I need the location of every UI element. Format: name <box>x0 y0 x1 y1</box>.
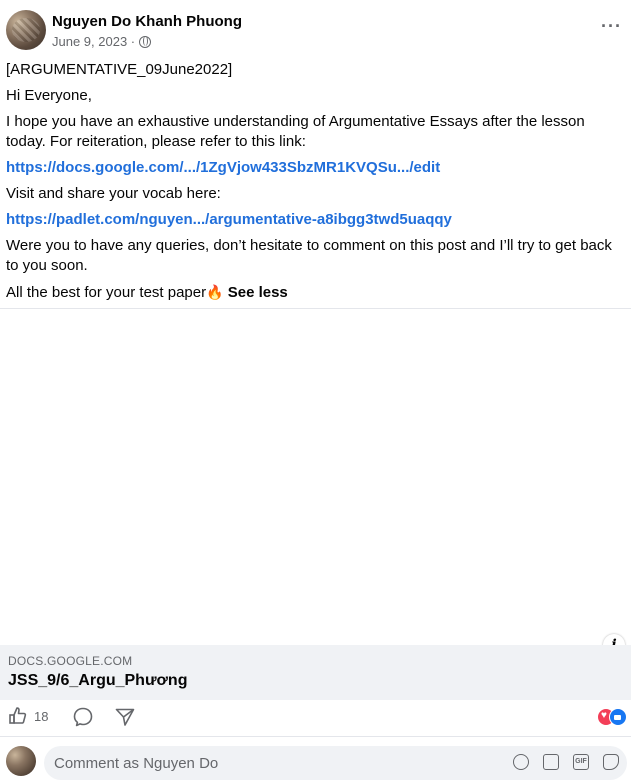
like-reaction-icon <box>609 708 627 726</box>
gif-icon[interactable]: GIF <box>573 754 589 770</box>
preview-domain: DOCS.GOOGLE.COM <box>8 654 133 668</box>
comment-tools <box>513 754 619 770</box>
preview-title: JSS_9/6_Argu_Phương <box>8 672 188 689</box>
link-preview-image[interactable] <box>0 309 631 645</box>
padlet-link[interactable]: https://padlet.com/nguyen.../argumentative-a8ibgg3twd5uaqqy <box>6 211 452 228</box>
share-button[interactable] <box>114 706 136 728</box>
thumbs-up-icon <box>8 706 28 726</box>
closing-text: All the best for your test paper <box>6 284 207 301</box>
author-name[interactable]: Nguyen Do Khanh Phuong <box>52 13 242 30</box>
more-options-icon[interactable]: ··· <box>601 16 622 36</box>
author-avatar[interactable] <box>6 10 46 50</box>
commenter-avatar[interactable] <box>6 746 36 776</box>
post-date[interactable]: June 9, 2023 · <box>52 34 136 49</box>
post-header <box>6 10 626 54</box>
sticker-icon[interactable] <box>603 754 619 770</box>
see-less-button[interactable]: See less <box>227 284 288 301</box>
queries-paragraph: Were you to have any queries, don’t hesitate to comment on this post and I’ll try to get back to you soon. <box>6 237 612 274</box>
post-actions <box>0 702 631 734</box>
closing-line <box>6 282 620 303</box>
divider <box>0 736 631 737</box>
greeting-line: Hi Everyone, <box>6 87 92 104</box>
post-body <box>6 60 620 309</box>
fire-emoji-icon: 🔥 <box>206 284 224 300</box>
send-icon <box>114 706 136 728</box>
like-button[interactable] <box>8 706 48 726</box>
post-meta <box>52 34 151 49</box>
link-preview-caption[interactable] <box>0 645 631 700</box>
globe-icon <box>139 36 151 48</box>
reaction-summary[interactable] <box>597 708 627 726</box>
intro-paragraph: I hope you have an exhaustive understanding of Argumentative Essays after the lesson today. For reiteration, please refer to this link: <box>6 113 585 150</box>
emoji-icon[interactable] <box>513 754 529 770</box>
google-docs-link[interactable]: https://docs.google.com/.../1ZgVjow433SbzMR1KVQSu.../edit <box>6 159 441 176</box>
like-count: 18 <box>34 708 49 724</box>
comment-button[interactable] <box>72 706 94 728</box>
post-tag-line: [ARGUMENTATIVE_09June2022] <box>6 61 233 78</box>
vocab-line: Visit and share your vocab here: <box>6 185 221 202</box>
camera-icon[interactable] <box>543 754 559 770</box>
comment-composer <box>0 744 631 780</box>
comment-icon <box>72 706 94 728</box>
